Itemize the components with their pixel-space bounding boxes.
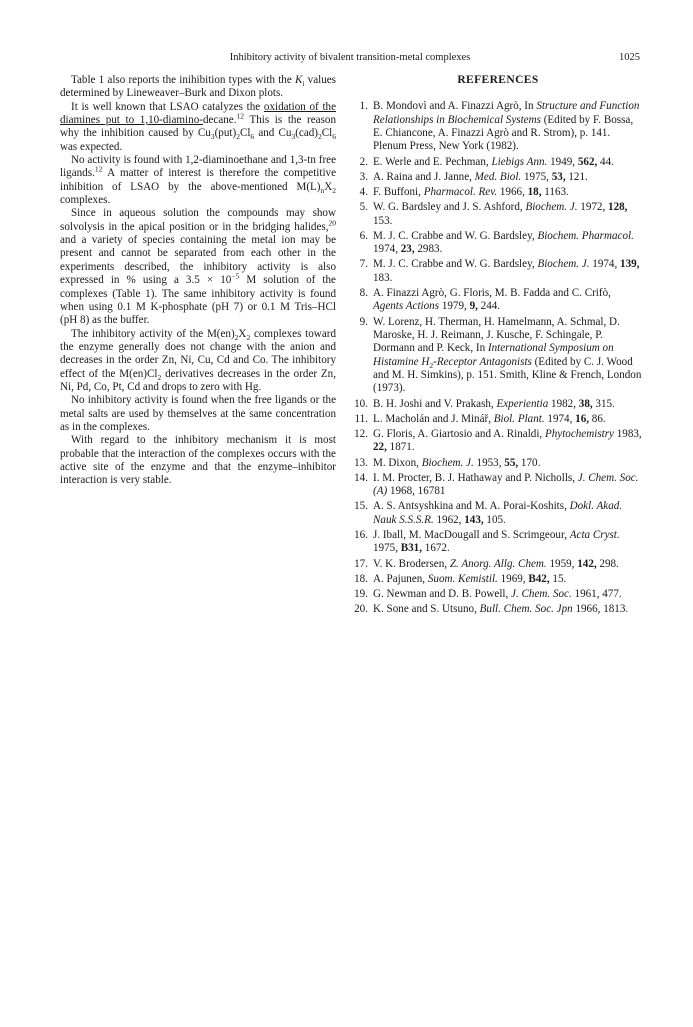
text-run: A. S. Antsyshkina and M. A. Porai-Koshits, [373, 500, 570, 513]
reference-number: 17. [354, 557, 368, 570]
reference-number: 7. [359, 258, 368, 271]
reference-text [373, 186, 569, 198]
reference-text [373, 287, 611, 312]
text-run: 315. [592, 397, 615, 410]
text-run: 1974, [373, 243, 401, 256]
text-run: n [320, 185, 325, 195]
reference-number: 13. [354, 456, 368, 469]
text-run: 298. [596, 557, 619, 570]
text-run: A. Finazzi Agrò, G. Floris, M. B. Fadda and C. Crifò, [373, 287, 611, 300]
text-run: B42, [528, 572, 550, 585]
text-run: L. Macholán and J. Minář, [373, 412, 494, 425]
text-run: (Edited by C. J. Wood and M. H. Simkins), p. 151. Smith, Kline & French, London (1973). [373, 355, 642, 395]
text-run: 1966, 1813. [572, 603, 629, 616]
text-run: −5 [231, 271, 240, 281]
text-run: 1968, 16781 [387, 485, 446, 498]
text-run: 38, [578, 397, 593, 410]
text-run: X [238, 327, 247, 340]
text-run: 1953, [473, 456, 505, 469]
reference-number: 20. [354, 603, 368, 616]
reference-text [373, 100, 639, 152]
text-run: decane. [202, 114, 237, 127]
text-run: 2 [429, 360, 434, 370]
text-run: 1871. [386, 441, 415, 454]
body-paragraph [60, 154, 336, 207]
text-run: 3 [291, 132, 296, 142]
text-run: Phytochemistry [544, 428, 614, 441]
reference-item [354, 588, 642, 601]
reference-text [373, 201, 627, 226]
reference-number: 3. [359, 170, 368, 183]
text-run: Biochem. Pharmacol. [537, 229, 634, 242]
reference-item [354, 258, 642, 285]
reference-item [354, 156, 642, 169]
text-run: 143, [464, 513, 484, 526]
text-run: 1975, [373, 542, 401, 555]
reference-item [354, 472, 642, 499]
text-run: 139, [620, 258, 640, 271]
text-run: 170. [518, 456, 541, 469]
reference-number: 9. [359, 315, 368, 328]
reference-text [373, 156, 614, 168]
reference-number: 18. [354, 572, 368, 585]
text-run: 1972, [577, 201, 609, 214]
text-run: 2 [332, 185, 336, 195]
reference-item [354, 287, 642, 314]
text-run: 12 [236, 111, 245, 121]
text-run: oxidation of the diamines put to 1,10-diamino- [60, 100, 337, 127]
text-run: Cl [321, 127, 333, 140]
text-run: 1961, 477. [571, 588, 622, 601]
reference-text [373, 230, 634, 255]
references-column [354, 74, 642, 619]
references-heading: REFERENCES [457, 74, 539, 86]
text-run: 244. [477, 300, 501, 313]
reference-number: 11. [354, 412, 368, 425]
text-run: V. K. Brodersen, [373, 557, 450, 570]
text-run: 1979, [439, 300, 470, 313]
reference-list [354, 100, 642, 616]
text-run: X [324, 180, 333, 193]
text-run: M. J. C. Crabbe and W. G. Bardsley, [373, 258, 538, 271]
reference-text [373, 529, 620, 554]
text-run: The inhibitory activity of the M(en) [71, 327, 235, 340]
reference-number: 6. [359, 229, 368, 242]
text-run: K [294, 74, 303, 86]
reference-item [354, 398, 642, 411]
reference-text [373, 413, 606, 425]
reference-item [354, 457, 642, 470]
text-run: Biochem. J. [525, 201, 578, 214]
reference-item [354, 100, 642, 153]
text-run: 2 [246, 332, 251, 342]
text-run: 6 [250, 132, 255, 142]
text-run: and a variety of species containing the metal ion may be present and cannot be separated from each other in the experiments described, the inhibitory activity is also expressed in % using a 3.5 × 10 [60, 234, 336, 287]
text-run: W. Lorenz, H. Therman, H. Hamelmann, A. Schmal, D. Maroske, H. J. Reimann, J. Kusche, F. Schingale, P. Dormann and P. Keck, In [373, 315, 620, 355]
reference-text [373, 603, 628, 615]
reference-number: 12. [354, 428, 368, 441]
reference-number: 8. [359, 287, 368, 300]
reference-item [354, 413, 642, 426]
text-run: values determined by Lineweaver–Burk and Dixon plots. [60, 74, 336, 100]
text-run: 86. [589, 412, 606, 425]
text-run: Suom. Kemistil. [427, 572, 498, 585]
text-run: 1966, [497, 186, 528, 199]
text-run: A. Pajunen, [373, 572, 428, 585]
text-run: 9, [469, 300, 478, 313]
text-run: 6 [332, 132, 336, 142]
reference-item [354, 500, 642, 527]
reference-number: 1. [359, 100, 368, 113]
text-run: 1949, [547, 155, 578, 168]
text-run: 44. [597, 155, 614, 168]
text-run: 2 [318, 132, 322, 142]
text-run: 22, [373, 441, 387, 454]
body-paragraph [60, 74, 336, 101]
text-run: 55, [504, 456, 519, 469]
text-run: 16, [575, 412, 590, 425]
reference-item [354, 171, 642, 184]
reference-item [354, 230, 642, 257]
text-run: 142, [577, 557, 597, 570]
text-run: complexes toward the enzyme generally does not change with the anion and decreases in the order Zn, Ni, Cu, Cd and Co. The inhibitory effect of the M(en)Cl [60, 327, 336, 380]
text-run: E. Werle and E. Pechman, [373, 155, 492, 168]
text-run: (cad) [295, 127, 319, 140]
text-run: i [302, 79, 305, 89]
text-run: Table 1 also reports the inihibition types with the [71, 74, 295, 86]
text-run: K. Sone and S. Utsuno, [373, 603, 480, 616]
text-run: Structure and Function Relationships in Biochemical Systems [373, 100, 640, 126]
text-run: 121. [565, 170, 588, 183]
text-run: M. Dixon, [373, 456, 422, 469]
text-run: B31, [400, 542, 423, 555]
text-run: 3 [210, 132, 215, 142]
reference-item [354, 603, 642, 616]
text-run: 2983. [414, 243, 443, 256]
text-run: Cl [239, 127, 251, 140]
reference-item [354, 186, 642, 199]
text-run: 53, [551, 170, 566, 183]
reference-number: 19. [354, 588, 368, 601]
reference-text [373, 428, 642, 453]
text-run: Z. Anorg. Allg. Chem. [449, 557, 547, 570]
body-paragraph [60, 207, 336, 327]
text-run: Biochem. J. [537, 258, 590, 271]
text-run: I. M. Procter, B. J. Hathaway and P. Nicholls, [373, 471, 578, 484]
text-run: Agents Actions [373, 300, 440, 313]
text-run: Biochem. J. [421, 456, 474, 469]
body-text-column [60, 74, 336, 488]
text-run: B. H. Joshi and V. Prakash, [373, 397, 497, 410]
text-run: and Cu [254, 127, 292, 140]
reference-text [373, 171, 588, 183]
running-title: Inhibitory activity of bivalent transition-metal complexes [229, 52, 471, 63]
text-run: 562, [577, 155, 598, 168]
text-run: 1975, [521, 170, 552, 183]
body-paragraph [60, 328, 336, 395]
text-run: Dokl. Akad. Nauk S.S.S.R. [373, 500, 623, 526]
text-run: This is the reason why the inhibition caused by Cu [60, 114, 336, 140]
reference-number: 4. [359, 186, 368, 199]
reference-text [373, 558, 619, 570]
text-run: 1969, [497, 572, 529, 585]
page-number: 1025 [619, 52, 640, 63]
reference-item [354, 573, 642, 586]
reference-text [373, 258, 639, 283]
text-run: 1163. [541, 186, 569, 199]
text-run: 23, [400, 243, 415, 256]
reference-number: 15. [354, 500, 368, 513]
text-run: International Symposium on Histamine H [373, 342, 614, 368]
text-run: 105. [483, 513, 506, 526]
body-paragraph [60, 434, 336, 487]
running-header [60, 52, 640, 68]
text-run: Med. Biol. [474, 170, 522, 183]
text-run: Acta Cryst. [569, 529, 620, 542]
text-run: Since in aqueous solution the compounds may show solvolysis in the apical position or in the bridging halides, [60, 207, 336, 233]
text-run: M. J. C. Crabbe and W. G. Bardsley, [373, 229, 538, 242]
text-run: 1962, [433, 513, 465, 526]
reference-item [354, 316, 642, 396]
reference-text [373, 457, 540, 469]
text-run: Biol. Plant. [493, 412, 545, 425]
reference-number: 2. [359, 155, 368, 168]
reference-item [354, 201, 642, 228]
text-run: Liebigs Ann. [491, 155, 548, 168]
text-run: 18, [527, 186, 542, 199]
reference-number: 10. [354, 397, 368, 410]
text-run: was expected. [60, 140, 123, 153]
text-run: G. Newman and D. B. Powell, [373, 588, 512, 601]
text-run: 153. [373, 214, 393, 227]
text-run: -Receptor Antagonists [433, 355, 532, 368]
reference-text [373, 398, 615, 410]
text-run: W. G. Bardsley and J. S. Ashford, [373, 201, 526, 214]
text-run: F. Buffoni, [373, 186, 424, 199]
reference-item [354, 428, 642, 455]
reference-number: 16. [354, 529, 368, 542]
text-run: J. Iball, M. MacDougall and S. Scrimgeour, [373, 529, 570, 542]
reference-number: 14. [354, 471, 368, 484]
text-run: 128, [608, 201, 628, 214]
text-run: M solution of the complexes (Table 1). The same inhibitory activity is found when using 0.1 M K-phosphate (pH 7) or 0.1 M Tris–HCl (pH 8) as the buffer. [60, 274, 336, 327]
body-paragraph [60, 101, 336, 154]
text-run: J. Chem. Soc. (A) [373, 471, 639, 498]
reference-text [373, 500, 622, 525]
text-run: A. Raina and J. Janne, [373, 170, 475, 183]
text-run: 1974, [589, 258, 621, 271]
reference-text [373, 316, 641, 395]
text-run: 2 [157, 372, 162, 382]
text-run: G. Floris, A. Giartosio and A. Rinaldi, [373, 428, 545, 441]
text-run: Pharmacol. Rev. [423, 186, 498, 199]
reference-text [373, 472, 638, 497]
text-run: 12 [94, 164, 103, 174]
reference-text [373, 573, 566, 585]
text-run: (put) [214, 127, 237, 140]
text-run: 1974, [544, 412, 576, 425]
body-paragraph [60, 394, 336, 434]
text-run: Experientia [496, 397, 549, 410]
text-run: 1982, [548, 397, 579, 410]
text-run: 2 [234, 332, 239, 342]
text-run: 183. [373, 271, 393, 284]
text-run: Bull. Chem. Soc. Jpn [479, 603, 573, 616]
text-run: A matter of interest is therefore the competitive inhibition of LSAO by the above-mentioned M(L) [60, 167, 336, 193]
reference-number: 5. [359, 201, 368, 214]
text-run: derivatives decreases in the order Zn, Ni, Pd, Co, Pt, Cd and drops to zero with Hg. [60, 367, 336, 393]
reference-item [354, 558, 642, 571]
reference-text [373, 588, 622, 600]
text-run: No activity is found with 1,2-diaminoethane and 1,3-tn free ligands. [60, 154, 336, 180]
text-run: (Edited by F. Bossa, E. Chiancone, A. Finazzi Agrò and R. Strom), p. 141. Plenum Press, New York (1982). [373, 113, 634, 153]
text-run: complexes. [60, 194, 111, 207]
text-run: 1983, [613, 428, 642, 441]
text-run: 15. [549, 572, 567, 585]
text-run: B. Mondovì and A. Finazzi Agrò, In [373, 100, 537, 113]
text-run: 1959, [546, 557, 578, 570]
reference-item [354, 529, 642, 556]
text-run: It is well known that LSAO catalyzes the [71, 100, 264, 113]
text-run: J. Chem. Soc. [511, 588, 572, 601]
text-run: 1672. [422, 542, 450, 555]
text-run: With regard to the inhibitory mechanism it is most probable that the interaction of the complexes occurs with the active site of the enzyme and that the enzyme–inhibitor interaction is very stable. [60, 434, 336, 487]
text-run: 20 [328, 218, 336, 228]
text-run: 2 [236, 132, 240, 142]
text-run: No inhibitory activity is found when the free ligands or the metal salts are used by themselves at the same concentration as in the complexes. [60, 394, 336, 433]
